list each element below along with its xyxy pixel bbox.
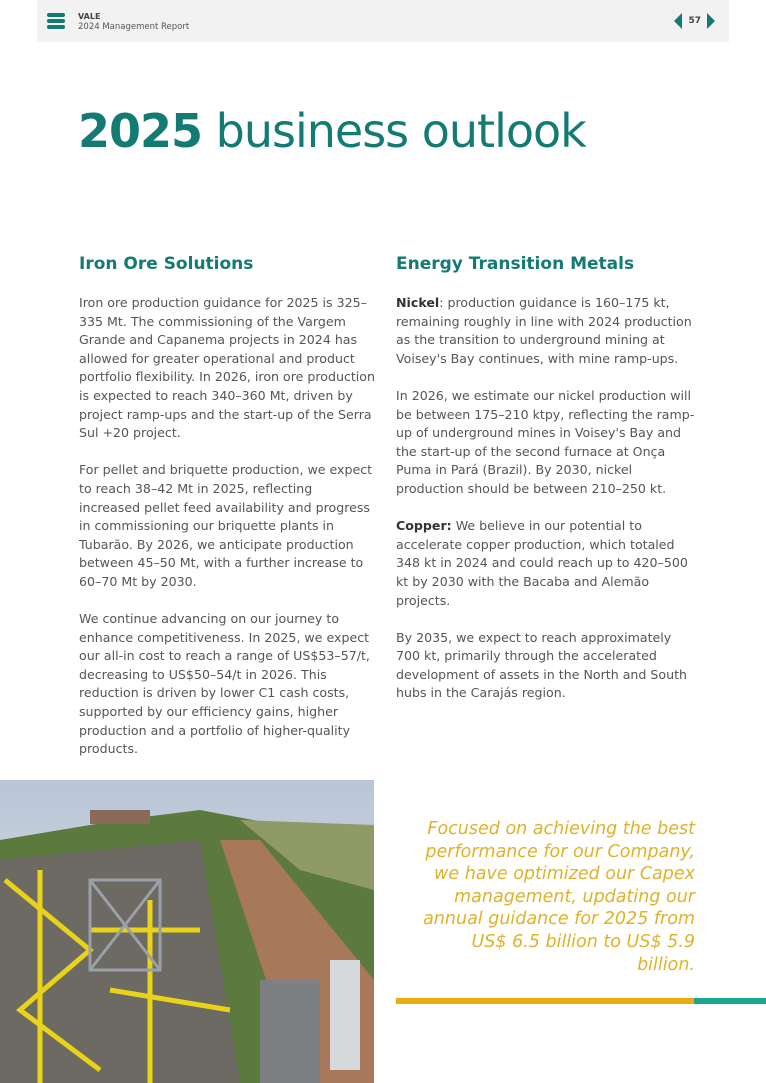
section-heading: Energy Transition Metals [396, 254, 635, 274]
paragraph: By 2035, we expect to reach approximately 700 kt, primarily through the accelerated development of assets in the North and South hubs in the Carajás region. [396, 629, 687, 701]
green-divider [694, 998, 766, 1004]
header-bar [37, 0, 729, 42]
brand-name: VALE [78, 12, 101, 21]
previous-page-icon[interactable] [674, 13, 682, 29]
paragraph: Iron ore production guidance for 2025 is 325–335 Mt. The commissioning of the Vargem Grande and Capanema projects in 2024 has allowed for greater operational and product portfolio flexibility. In 2026, iron ore production is expected to reach 340–360 Mt, driven by project ramp-ups and the start-up of the Serra Sul +20 project. [79, 295, 375, 441]
brand [78, 11, 189, 33]
paragraph: For pellet and briquette production, we expect to reach 38–42 Mt in 2025, reflecting increased pellet feed availability and progress in commissioning our briquette plants in Tubarão. By 2026, we anticipate production between 45–50 Mt, with a further increase to 60–70 Mt by 2030. [79, 462, 373, 589]
gold-divider [396, 998, 694, 1004]
nickel-text: : production guidance is 160–175 kt, remaining roughly in line with 2024 production as the transition to underground mining at Voisey's Bay continues, with mine ramp-ups. [396, 295, 692, 366]
paragraph [396, 517, 698, 610]
copper-text: We believe in our potential to accelerate copper production, which totaled 348 kt in 2024 and could reach up to 420–500 kt by 2030 with the Bacaba and Alemão projects. [396, 518, 688, 608]
section-heading: Iron Ore Solutions [79, 254, 254, 274]
iron-ore-section [79, 253, 375, 777]
menu-icon[interactable] [47, 13, 65, 29]
page-number: 57 [688, 16, 701, 26]
pager [674, 13, 715, 29]
paragraph: In 2026, we estimate our nickel production will be between 175–210 ktpy, reflecting the ramp-up of underground mines in Voisey's Bay and the start-up of the second furnace at Onça Puma in Pará (Brazil). By 2030, nickel production should be between 210–250 kt. [396, 387, 695, 496]
page-title [78, 104, 586, 158]
next-page-icon[interactable] [707, 13, 715, 29]
pull-quote: Focused on achieving the best performance for our Company, we have optimized our Capex management, updating our annual guidance for 2025 from US$ 6.5 billion to US$ 5.9 billion. [423, 819, 695, 975]
nickel-label: Nickel [396, 295, 440, 310]
mine-site-photo [0, 780, 374, 1083]
report-subtitle: 2024 Management Report [78, 22, 190, 32]
paragraph [396, 294, 698, 368]
paragraph: We continue advancing on our journey to enhance competitiveness. In 2025, we expect our all-in cost to reach a range of US$53–57/t, decreasing to US$50–54/t in 2026. This reduction is driven by lower C1 cash costs, supported by our efficiency gains, higher production and a portfolio of higher-quality products. [79, 611, 370, 757]
title-rest: business outlook [202, 104, 586, 158]
title-year: 2025 [78, 104, 203, 158]
energy-section [396, 253, 698, 722]
copper-label: Copper: [396, 518, 452, 534]
